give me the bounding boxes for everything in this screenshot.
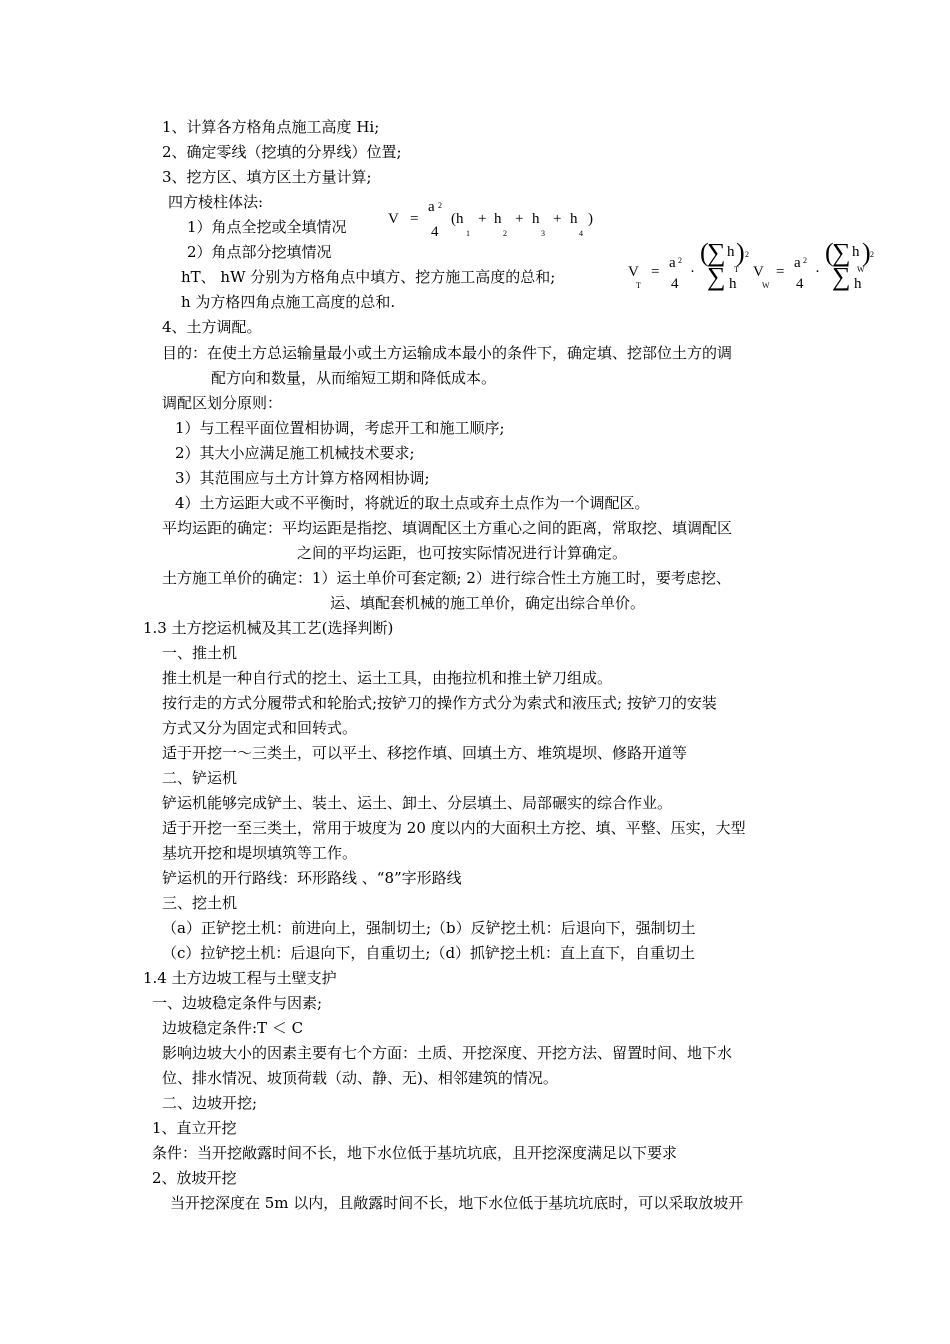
- ht-hw-definition: hT、 hW 分别为方格角点中填方、挖方施工高度的总和;: [181, 268, 556, 286]
- formula1-h4: h: [570, 211, 578, 227]
- formula2-vw-sq: 2: [870, 250, 874, 259]
- average-distance-line-1: 平均运距的确定：平均运距是指挖、填调配区土方重心之间的距离，常取挖、填调配区: [162, 519, 733, 537]
- formula2-vw: V: [753, 264, 764, 280]
- formula2-vw-rparen: ): [862, 238, 871, 267]
- formula2-vt-t: T: [734, 265, 739, 274]
- unit-price-line-2: 运、填配套机械的施工单价，确定出综合单价。: [330, 594, 646, 612]
- formula1-plus1: +: [478, 211, 487, 227]
- scraper-usage-line-1: 适于开挖一至三类土，常用于坡度为 20 度以内的大面积土方挖、填、平整、压实，大型: [162, 819, 746, 837]
- sloped-excavation-text: 当开挖深度在 5m 以内，且敞露时间不长，地下水位低于基坑坑底时，可以采取放坡开: [170, 1194, 744, 1212]
- formula2-vt-four: 4: [671, 276, 679, 292]
- step-2-line: 2、确定零线（挖填的分界线）位置;: [162, 143, 402, 161]
- formula1-numerator-sup: 2: [438, 201, 442, 210]
- formula1-h4-sub: 4: [579, 229, 583, 238]
- formula1-h1: h: [456, 211, 464, 227]
- excavator-heading: 三、挖土机: [162, 894, 238, 912]
- formula1-denominator: 4: [431, 224, 439, 240]
- bulldozer-usage: 适于开挖一～三类土，可以平土、移挖作填、回填土方、堆筑堤坝、修路开道等: [162, 744, 688, 762]
- principle-4: 4）土方运距大或不平衡时，将就近的取土点或弃土点作为一个调配区。: [175, 494, 650, 512]
- step-1-line: 1、计算各方格角点施工高度 Hi;: [162, 118, 380, 136]
- formula2-vt-h-bottom: h: [729, 276, 737, 292]
- formula2-vw-a-sup: 2: [803, 256, 807, 265]
- formula1-numerator: a: [428, 199, 435, 215]
- formula2-vt-sum-top: ∑: [707, 238, 726, 267]
- formula2-vt-a-sup: 2: [678, 256, 682, 265]
- purpose-line-1: 目的：在使土方总运输量最小或土方运输成本最小的条件下，确定填、挖部位土方的调: [162, 344, 733, 362]
- formula2-vw-eq: =: [776, 264, 785, 280]
- formula2-vw-sub: W: [762, 281, 770, 290]
- formula1-lparen: (: [451, 211, 456, 227]
- formula2-vt-sq: 2: [745, 250, 749, 259]
- formula1-eq: =: [410, 211, 419, 227]
- h-definition: h 为方格四角点施工高度的总和.: [181, 293, 396, 311]
- formula2-vw-dot: ·: [815, 264, 820, 280]
- prism-method-heading: 四方棱柱体法:: [168, 193, 264, 211]
- section-1-3-heading: 1.3 土方挖运机械及其工艺(选择判断): [143, 619, 394, 637]
- slope-factors-line-1: 影响边坡大小的因素主要有七个方面：土质、开挖深度、开挖方法、留置时间、地下水: [162, 1044, 733, 1062]
- average-distance-line-2: 之间的平均运距，也可按实际情况进行计算确定。: [297, 544, 628, 562]
- formula1-plus2: +: [515, 211, 524, 227]
- vertical-excavation-condition: 条件：当开挖敞露时间不长，地下水位低于基坑坑底，且开挖深度满足以下要求: [152, 1144, 678, 1162]
- formula1-h2: h: [494, 211, 502, 227]
- bulldozer-types-line-2: 方式又分为固定式和回转式。: [162, 719, 358, 737]
- case-2-line: 2）角点部分挖填情况: [187, 243, 332, 261]
- formula2-vt-dot: ·: [690, 264, 695, 280]
- sloped-excavation-heading: 2、放坡开挖: [152, 1169, 237, 1187]
- scraper-heading: 二、铲运机: [162, 769, 238, 787]
- scraper-definition: 铲运机能够完成铲土、装土、运土、卸土、分层填土、局部碾实的综合作业。: [162, 794, 673, 812]
- formula2-vw-four: 4: [796, 276, 804, 292]
- step-3-line: 3、挖方区、填方区土方量计算;: [162, 168, 372, 186]
- excavator-types-2: （c）拉铲挖土机：后退向下，自重切土;（d）抓铲挖土机：直上直下，自重切土: [162, 944, 696, 962]
- principle-2: 2）其大小应满足施工机械技术要求;: [175, 444, 415, 462]
- purpose-line-2: 配方向和数量，从而缩短工期和降低成本。: [211, 369, 497, 387]
- principle-3: 3）其范围应与土方计算方格网相协调;: [175, 469, 430, 487]
- bulldozer-types-line-1: 按行走的方式分履带式和轮胎式;按铲刀的操作方式分为索式和液压式; 按铲刀的安装: [162, 694, 717, 712]
- vertical-excavation-heading: 1、直立开挖: [152, 1119, 237, 1137]
- formula2-vt: V: [628, 264, 639, 280]
- formula1-h3-sub: 3: [541, 229, 545, 238]
- principle-1: 1）与工程平面位置相协调，考虑开工和施工顺序;: [175, 419, 505, 437]
- formula2-vt-lparen: (: [700, 238, 709, 267]
- formula2-vw-sum-top: ∑: [832, 238, 851, 267]
- formula1-h2-sub: 2: [503, 229, 507, 238]
- formula2-vw-h-bottom: h: [854, 276, 862, 292]
- formula2-vt-h-top: h: [727, 244, 735, 260]
- formula1-plus3: +: [553, 211, 562, 227]
- slope-stability-heading: 一、边坡稳定条件与因素;: [152, 994, 323, 1012]
- formula1-lhs: V: [388, 211, 399, 227]
- formula2-vw-lparen: (: [825, 238, 834, 267]
- bulldozer-heading: 一、推土机: [162, 644, 238, 662]
- formula1-h1-sub: 1: [466, 229, 470, 238]
- unit-price-line-1: 土方施工单价的确定：1）运土单价可套定额; 2）进行综合性土方施工时，要考虑挖、: [162, 569, 731, 587]
- zoning-principles-heading: 调配区划分原则：: [162, 394, 283, 412]
- formula1-rparen: ): [588, 211, 593, 227]
- formula2-vw-h-top: h: [852, 244, 860, 260]
- formula1-h3: h: [532, 211, 540, 227]
- formula2-vt-rparen: ): [736, 238, 745, 267]
- scraper-usage-line-2: 基坑开挖和堤坝填筑等工作。: [162, 844, 358, 862]
- formula2-vt-sum-bottom: ∑: [707, 262, 726, 291]
- step-4-line: 4、土方调配。: [162, 318, 262, 336]
- bulldozer-definition: 推土机是一种自行式的挖土、运土工具，由拖拉机和推土铲刀组成。: [162, 669, 613, 687]
- formula2-vt-a: a: [669, 255, 676, 271]
- slope-excavation-heading: 二、边坡开挖;: [162, 1094, 258, 1112]
- formula2-vt-eq: =: [651, 264, 660, 280]
- formula2-vw-sum-bottom: ∑: [832, 262, 851, 291]
- formula2-vw-a: a: [794, 255, 801, 271]
- slope-stability-condition: 边坡稳定条件:T ＜ C: [162, 1019, 304, 1037]
- scraper-routes: 铲运机的开行路线：环形路线 、“8”字形路线: [162, 869, 462, 887]
- case-1-line: 1）角点全挖或全填情况: [187, 218, 347, 236]
- slope-factors-line-2: 位、排水情况、坡顶荷载（动、静、无)、相邻建筑的情况。: [162, 1069, 558, 1087]
- section-1-4-heading: 1.4 土方边坡工程与土壁支护: [143, 969, 337, 987]
- formula2-vt-sub: T: [636, 281, 641, 290]
- excavator-types-1: （a）正铲挖土机：前进向上，强制切土;（b）反铲挖土机：后退向下，强制切土: [162, 919, 696, 937]
- formula2-vw-w: W: [857, 265, 865, 274]
